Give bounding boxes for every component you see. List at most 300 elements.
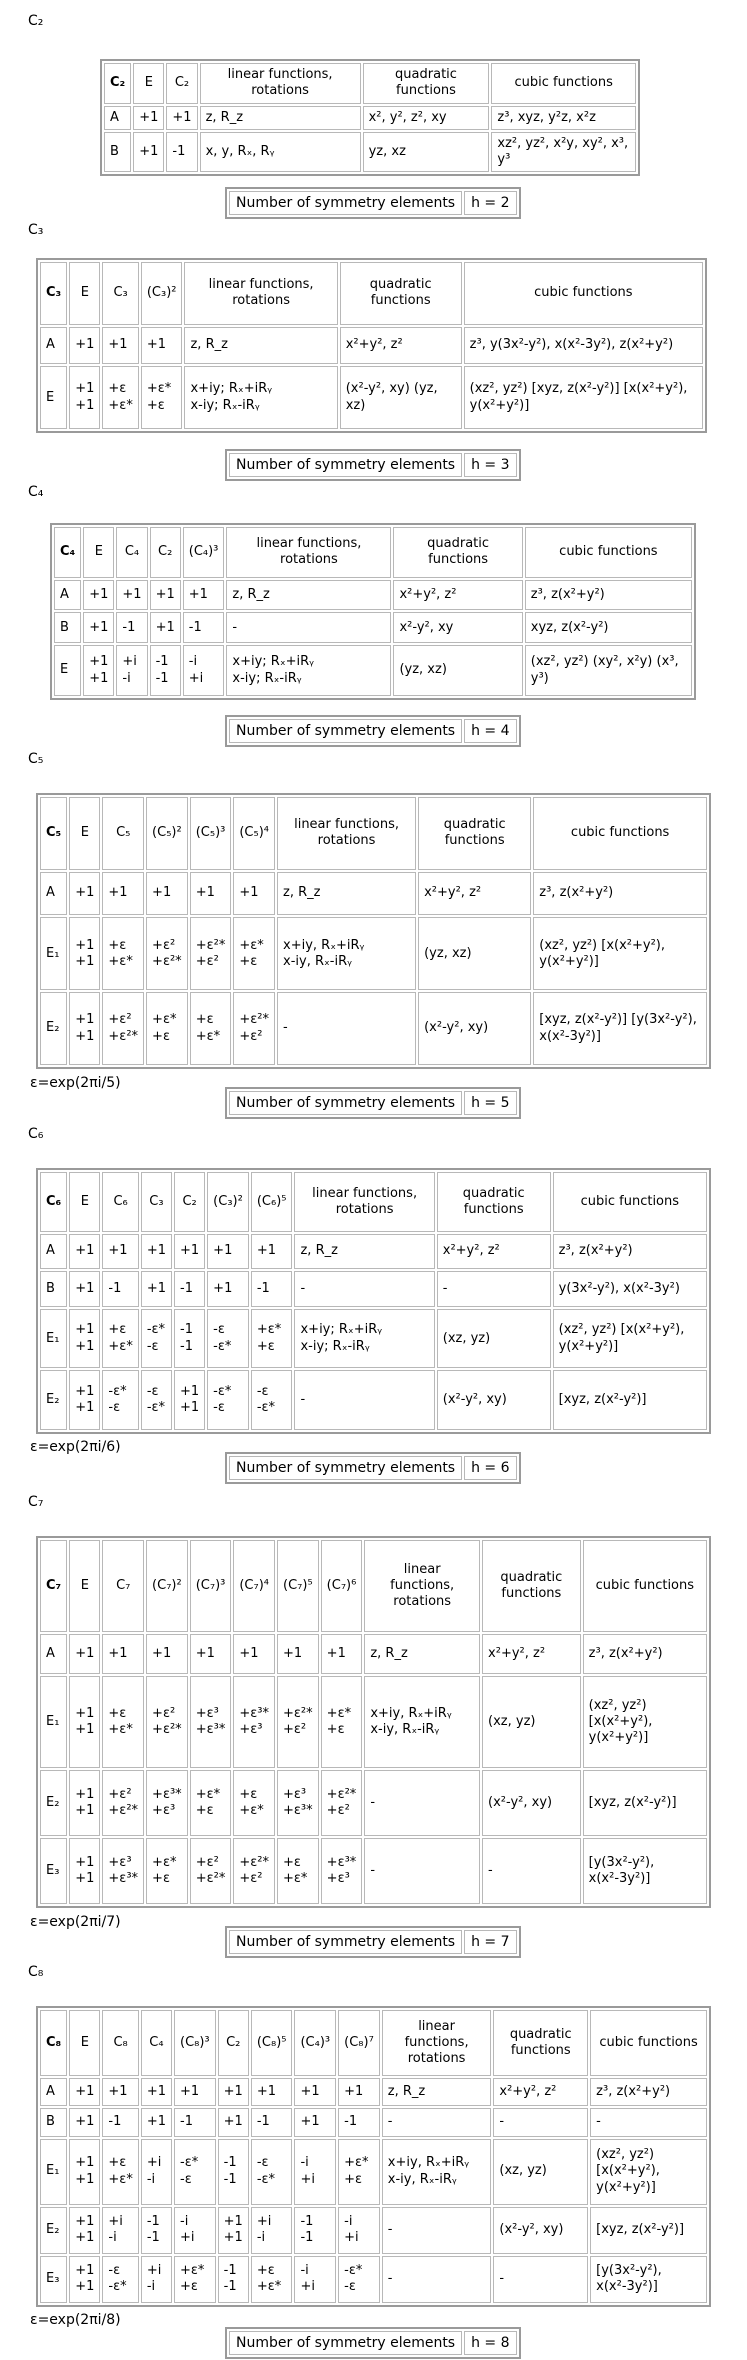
- table-cell: -1 -1: [294, 2207, 336, 2254]
- table-cell: -ε -ε*: [251, 1370, 293, 1430]
- table-cell: +1 +1: [218, 2207, 249, 2254]
- table-cell: x+iy; Rₓ+iRᵧ x-iy; Rₓ-iRᵧ: [184, 366, 337, 429]
- epsilon-definition: ε=exp(2πi/7): [30, 1914, 121, 1930]
- table-cell: +ε³ +ε³*: [190, 1676, 232, 1768]
- table-cell: -: [294, 1370, 434, 1430]
- table-cell: -1: [116, 612, 147, 643]
- column-header: E: [133, 63, 164, 104]
- table-row: [40, 992, 707, 1065]
- table-cell: -1: [251, 2108, 293, 2136]
- table-cell: +1: [69, 1634, 100, 1673]
- table-row: [54, 645, 692, 696]
- table-header-row: [40, 797, 707, 870]
- column-header: (C₈)⁷: [338, 2010, 380, 2076]
- symmetry-count-value: h = 5: [464, 1091, 516, 1115]
- table-cell: +1: [69, 1271, 100, 1307]
- table-cell: +1: [150, 580, 181, 611]
- table-cell: +ε +ε*: [233, 1770, 275, 1836]
- table-cell: +ε +ε*: [102, 2139, 138, 2205]
- table-cell: +1: [321, 1634, 363, 1673]
- group-title: C₂: [28, 13, 44, 29]
- table-row: [40, 366, 703, 429]
- table-cell: -ε -ε*: [251, 2139, 293, 2205]
- table-cell: +1: [183, 580, 225, 611]
- irrep-label: A: [40, 1634, 67, 1673]
- table-cell: -i +i: [294, 2139, 336, 2205]
- column-header: (C₇)³: [190, 1540, 232, 1632]
- irrep-label: E₁: [40, 1309, 67, 1369]
- irrep-label: E₁: [40, 1676, 67, 1768]
- table-cell: +1 +1: [69, 2139, 100, 2205]
- column-header: (C₈)⁵: [251, 2010, 293, 2076]
- column-header: cubic functions: [583, 1540, 707, 1632]
- table-cell: +ε² +ε²*: [102, 1770, 144, 1836]
- table-cell: +ε* +ε: [146, 992, 188, 1065]
- column-header: C₂: [150, 527, 181, 578]
- table-cell: +i -i: [116, 645, 147, 696]
- table-cell: z³, y(3x²-y²), x(x²-3y²), z(x²+y²): [464, 327, 703, 365]
- table-cell: +1: [141, 1271, 172, 1307]
- table-cell: (x²-y², xy): [493, 2207, 588, 2254]
- table-cell: [xyz, z(x²-y²)] [y(3x²-y²), x(x²-3y²)]: [533, 992, 707, 1065]
- table-cell: +1: [69, 872, 100, 916]
- table-row: [40, 2078, 707, 2106]
- symmetry-count-box: [225, 187, 521, 219]
- table-cell: (xz, yz): [437, 1309, 551, 1369]
- group-title: C₇: [28, 1494, 44, 1510]
- irrep-label: E₂: [40, 1370, 67, 1430]
- table-cell: +ε* +ε: [146, 1838, 188, 1904]
- table-cell: +ε* +ε: [190, 1770, 232, 1836]
- table-cell: (xz², yz²) [x(x²+y²), y(x²+y²)]: [583, 1676, 707, 1768]
- table-cell: +1: [69, 1234, 100, 1270]
- table-cell: -1: [174, 2108, 216, 2136]
- table-cell: -ε* -ε: [338, 2256, 380, 2303]
- column-header: C₈: [102, 2010, 138, 2076]
- table-cell: -ε* -ε: [207, 1370, 249, 1430]
- table-cell: z, R_z: [200, 106, 361, 130]
- table-row: [40, 1234, 707, 1270]
- symmetry-count-label: Number of symmetry elements: [229, 453, 462, 477]
- table-cell: (xz², yz²) (xy², x²y) (x³, y³): [525, 645, 692, 696]
- column-header: C₃: [102, 262, 138, 325]
- table-cell: (xz, yz): [482, 1676, 581, 1768]
- table-cell: (x²-y², xy): [482, 1770, 581, 1836]
- point-group-header: C₈: [40, 2010, 67, 2076]
- irrep-label: E₃: [40, 1838, 67, 1904]
- column-header: cubic functions: [525, 527, 692, 578]
- table-row: [40, 1271, 707, 1307]
- table-row: [40, 2256, 707, 2303]
- table-row: [40, 1676, 707, 1768]
- table-cell: (xz², yz²) [x(x²+y²), y(x²+y²)]: [553, 1309, 707, 1369]
- table-cell: +1: [207, 1271, 249, 1307]
- column-header: E: [69, 262, 100, 325]
- table-row: [40, 1309, 707, 1369]
- table-cell: -1: [166, 132, 197, 173]
- column-header: (C₄)³: [294, 2010, 336, 2076]
- column-header: (C₃)²: [207, 1172, 249, 1232]
- table-cell: +ε²* +ε²: [277, 1676, 319, 1768]
- table-row: [40, 872, 707, 916]
- table-cell: [xyz, z(x²-y²)]: [553, 1370, 707, 1430]
- symmetry-count-box: [225, 1926, 521, 1958]
- point-group-header: C₃: [40, 262, 67, 325]
- table-cell: +1: [251, 2078, 293, 2106]
- epsilon-definition: ε=exp(2πi/5): [30, 1075, 121, 1091]
- symmetry-count-value: h = 2: [464, 191, 516, 215]
- table-cell: -1 -1: [141, 2207, 172, 2254]
- table-cell: +1: [233, 1634, 275, 1673]
- irrep-label: A: [40, 327, 67, 365]
- table-cell: -: [590, 2108, 707, 2136]
- table-cell: x+iy; Rₓ+iRᵧ x-iy; Rₓ-iRᵧ: [294, 1309, 434, 1369]
- table-cell: +ε³* +ε³: [233, 1676, 275, 1768]
- column-header: (C₅)²: [146, 797, 188, 870]
- table-cell: z, R_z: [294, 1234, 434, 1270]
- table-cell: +ε* +ε: [233, 917, 275, 990]
- table-cell: x²+y², z²: [437, 1234, 551, 1270]
- irrep-label: E: [54, 645, 81, 696]
- table-cell: +1: [69, 327, 100, 365]
- table-cell: z, R_z: [364, 1634, 480, 1673]
- epsilon-definition: ε=exp(2πi/8): [30, 2312, 121, 2328]
- table-cell: +1: [116, 580, 147, 611]
- table-cell: +1: [141, 327, 183, 365]
- table-cell: +1: [69, 2108, 100, 2136]
- character-table: [36, 1536, 711, 1908]
- table-cell: (xz², yz²) [x(x²+y²), y(x²+y²)]: [590, 2139, 707, 2205]
- group-title: C₄: [28, 484, 44, 500]
- table-cell: +1 +1: [83, 645, 114, 696]
- table-cell: x²+y², z²: [393, 580, 522, 611]
- table-cell: +ε* +ε: [141, 366, 183, 429]
- table-cell: +1: [166, 106, 197, 130]
- table-cell: +1 +1: [174, 1370, 205, 1430]
- table-cell: +1: [141, 2078, 172, 2106]
- character-table: [36, 793, 711, 1069]
- irrep-label: B: [40, 1271, 67, 1307]
- table-cell: -: [277, 992, 416, 1065]
- irrep-label: E₂: [40, 2207, 67, 2254]
- symmetry-count-box: [225, 1452, 521, 1484]
- table-cell: +1: [102, 1234, 138, 1270]
- table-cell: +1: [190, 1634, 232, 1673]
- table-cell: z³, z(x²+y²): [590, 2078, 707, 2106]
- table-row: [40, 327, 703, 365]
- table-cell: +1: [102, 1634, 144, 1673]
- table-cell: +ε³ +ε³*: [102, 1838, 144, 1904]
- point-group-header: C₇: [40, 1540, 67, 1632]
- column-header: linear functions, rotations: [226, 527, 391, 578]
- table-cell: +1: [277, 1634, 319, 1673]
- column-header: E: [83, 527, 114, 578]
- group-title: C₈: [28, 1964, 44, 1980]
- column-header: quadratic functions: [418, 797, 531, 870]
- table-cell: +1: [294, 2078, 336, 2106]
- table-cell: -ε* -ε: [174, 2139, 216, 2205]
- table-cell: +ε² +ε²*: [190, 1838, 232, 1904]
- table-cell: +ε* +ε: [174, 2256, 216, 2303]
- column-header: (C₅)³: [190, 797, 232, 870]
- table-cell: +1: [207, 1234, 249, 1270]
- table-cell: xyz, z(x²-y²): [525, 612, 692, 643]
- table-cell: -1: [102, 1271, 138, 1307]
- table-cell: +i -i: [141, 2256, 172, 2303]
- symmetry-count-label: Number of symmetry elements: [229, 1456, 462, 1480]
- table-cell: -: [493, 2256, 588, 2303]
- point-group-header: C₆: [40, 1172, 67, 1232]
- table-cell: -: [226, 612, 391, 643]
- table-cell: x²+y², z²: [493, 2078, 588, 2106]
- irrep-label: A: [40, 872, 67, 916]
- table-cell: +1: [190, 872, 232, 916]
- table-cell: +1 +1: [69, 2256, 100, 2303]
- table-cell: z, R_z: [226, 580, 391, 611]
- table-cell: (x²-y², xy): [437, 1370, 551, 1430]
- table-cell: +1 +1: [69, 992, 100, 1065]
- table-cell: +ε* +ε: [251, 1309, 293, 1369]
- table-cell: yz, xz: [363, 132, 490, 173]
- table-cell: [xyz, z(x²-y²)]: [590, 2207, 707, 2254]
- table-cell: +ε* +ε: [321, 1676, 363, 1768]
- table-row: [104, 106, 636, 130]
- column-header: cubic functions: [553, 1172, 707, 1232]
- table-cell: +1: [294, 2108, 336, 2136]
- symmetry-count-label: Number of symmetry elements: [229, 1930, 462, 1954]
- table-cell: z³, z(x²+y²): [553, 1234, 707, 1270]
- irrep-label: B: [40, 2108, 67, 2136]
- character-table: [50, 523, 696, 700]
- table-cell: x+iy, Rₓ+iRᵧ x-iy, Rₓ-iRᵧ: [382, 2139, 492, 2205]
- table-cell: -1 -1: [150, 645, 181, 696]
- column-header: C₂: [174, 1172, 205, 1232]
- table-cell: x²+y², z²: [482, 1634, 581, 1673]
- column-header: E: [69, 2010, 100, 2076]
- table-cell: -i +i: [174, 2207, 216, 2254]
- irrep-label: E₃: [40, 2256, 67, 2303]
- column-header: quadratic functions: [340, 262, 462, 325]
- table-cell: +1: [83, 612, 114, 643]
- table-cell: -: [382, 2207, 492, 2254]
- table-cell: -: [294, 1271, 434, 1307]
- table-cell: +ε +ε*: [190, 992, 232, 1065]
- table-cell: -: [382, 2108, 492, 2136]
- symmetry-count-box: [225, 449, 521, 481]
- column-header: C₂: [218, 2010, 249, 2076]
- table-cell: -: [482, 1838, 581, 1904]
- table-cell: (x²-y², xy) (yz, xz): [340, 366, 462, 429]
- irrep-label: A: [54, 580, 81, 611]
- table-cell: (yz, xz): [393, 645, 522, 696]
- table-cell: +i -i: [251, 2207, 293, 2254]
- character-table: [36, 2006, 711, 2307]
- irrep-label: E: [40, 366, 67, 429]
- column-header: cubic functions: [491, 63, 636, 104]
- table-cell: -i +i: [183, 645, 225, 696]
- table-cell: +ε² +ε²*: [146, 1676, 188, 1768]
- table-cell: -1 -1: [218, 2256, 249, 2303]
- table-cell: +ε²* +ε²: [190, 917, 232, 990]
- column-header: cubic functions: [464, 262, 703, 325]
- table-row: [40, 1770, 707, 1836]
- table-cell: -1: [251, 1271, 293, 1307]
- table-cell: -i +i: [294, 2256, 336, 2303]
- column-header: quadratic functions: [393, 527, 522, 578]
- table-row: [40, 2108, 707, 2136]
- table-cell: +ε +ε*: [102, 1676, 144, 1768]
- column-header: (C₇)⁶: [321, 1540, 363, 1632]
- symmetry-count-value: h = 7: [464, 1930, 516, 1954]
- column-header: C₄: [116, 527, 147, 578]
- table-cell: +1 +1: [69, 366, 100, 429]
- symmetry-count-value: h = 8: [464, 2331, 516, 2355]
- character-table: [100, 59, 640, 176]
- table-cell: [xyz, z(x²-y²)]: [583, 1770, 707, 1836]
- table-cell: +1: [174, 2078, 216, 2106]
- point-group-header: C₄: [54, 527, 81, 578]
- column-header: linear functions, rotations: [364, 1540, 480, 1632]
- column-header: C₃: [141, 1172, 172, 1232]
- table-cell: +1: [102, 872, 144, 916]
- table-cell: (xz², yz²) [x(x²+y²), y(x²+y²)]: [533, 917, 707, 990]
- table-cell: +1 +1: [69, 1770, 100, 1836]
- irrep-label: E₂: [40, 992, 67, 1065]
- column-header: (C₅)⁴: [233, 797, 275, 870]
- column-header: quadratic functions: [437, 1172, 551, 1232]
- irrep-label: B: [54, 612, 81, 643]
- table-header-row: [40, 1172, 707, 1232]
- table-cell: -1: [338, 2108, 380, 2136]
- table-cell: -ε -ε*: [141, 1370, 172, 1430]
- irrep-label: A: [104, 106, 131, 130]
- table-cell: -1: [102, 2108, 138, 2136]
- column-header: (C₇)²: [146, 1540, 188, 1632]
- point-group-header: C₅: [40, 797, 67, 870]
- table-row: [54, 612, 692, 643]
- table-cell: +ε³ +ε³*: [277, 1770, 319, 1836]
- table-cell: +1 +1: [69, 2207, 100, 2254]
- table-row: [40, 2139, 707, 2205]
- table-cell: [y(3x²-y²), x(x²-3y²)]: [583, 1838, 707, 1904]
- table-header-row: [40, 262, 703, 325]
- table-cell: +1: [338, 2078, 380, 2106]
- character-table: [36, 1168, 711, 1434]
- table-cell: +ε²* +ε²: [233, 1838, 275, 1904]
- column-header: (C₃)²: [141, 262, 183, 325]
- column-header: linear functions, rotations: [382, 2010, 492, 2076]
- table-header-row: [54, 527, 692, 578]
- column-header: (C₇)⁵: [277, 1540, 319, 1632]
- table-cell: z, R_z: [277, 872, 416, 916]
- table-cell: -: [437, 1271, 551, 1307]
- table-cell: +1: [133, 106, 164, 130]
- table-cell: -1: [183, 612, 225, 643]
- table-cell: +1: [218, 2108, 249, 2136]
- column-header: (C₆)⁵: [251, 1172, 293, 1232]
- table-cell: (yz, xz): [418, 917, 531, 990]
- column-header: C₂: [166, 63, 197, 104]
- table-cell: +1 +1: [69, 1309, 100, 1369]
- column-header: cubic functions: [590, 2010, 707, 2076]
- table-cell: +1 +1: [69, 1838, 100, 1904]
- symmetry-count-label: Number of symmetry elements: [229, 1091, 462, 1115]
- table-cell: -: [382, 2256, 492, 2303]
- column-header: C₇: [102, 1540, 144, 1632]
- table-cell: -ε -ε*: [207, 1309, 249, 1369]
- table-cell: +1: [102, 327, 138, 365]
- table-cell: +1: [218, 2078, 249, 2106]
- table-cell: +ε +ε*: [251, 2256, 293, 2303]
- column-header: E: [69, 797, 100, 870]
- symmetry-count-box: [225, 2327, 521, 2359]
- table-cell: +ε +ε*: [277, 1838, 319, 1904]
- table-cell: +i -i: [141, 2139, 172, 2205]
- table-row: [104, 132, 636, 173]
- table-cell: +i -i: [102, 2207, 138, 2254]
- table-cell: -i +i: [338, 2207, 380, 2254]
- table-cell: x²-y², xy: [393, 612, 522, 643]
- table-row: [40, 2207, 707, 2254]
- column-header: quadratic functions: [493, 2010, 588, 2076]
- irrep-label: A: [40, 2078, 67, 2106]
- column-header: linear functions, rotations: [200, 63, 361, 104]
- table-cell: (xz, yz): [493, 2139, 588, 2205]
- character-table: [36, 258, 707, 433]
- column-header: (C₈)³: [174, 2010, 216, 2076]
- table-cell: x+iy; Rₓ+iRᵧ x-iy; Rₓ-iRᵧ: [226, 645, 391, 696]
- table-cell: +ε +ε*: [102, 366, 138, 429]
- table-cell: +1: [174, 1234, 205, 1270]
- table-cell: +1 +1: [69, 1676, 100, 1768]
- table-cell: z³, z(x²+y²): [525, 580, 692, 611]
- table-cell: +ε²* +ε²: [233, 992, 275, 1065]
- table-row: [54, 580, 692, 611]
- table-cell: -1: [174, 1271, 205, 1307]
- symmetry-count-label: Number of symmetry elements: [229, 719, 462, 743]
- table-cell: (xz², yz²) [xyz, z(x²-y²)] [x(x²+y²), y(x²+y²)]: [464, 366, 703, 429]
- table-cell: +ε²* +ε²: [321, 1770, 363, 1836]
- table-cell: +1: [146, 1634, 188, 1673]
- symmetry-count-value: h = 3: [464, 453, 516, 477]
- column-header: quadratic functions: [363, 63, 490, 104]
- table-cell: -: [364, 1838, 480, 1904]
- symmetry-count-label: Number of symmetry elements: [229, 2331, 462, 2355]
- column-header: E: [69, 1540, 100, 1632]
- table-cell: [y(3x²-y²), x(x²-3y²)]: [590, 2256, 707, 2303]
- symmetry-count-box: [225, 715, 521, 747]
- group-title: C₅: [28, 751, 44, 767]
- table-cell: -1 -1: [218, 2139, 249, 2205]
- column-header: linear functions, rotations: [184, 262, 337, 325]
- table-cell: +1 +1: [69, 1370, 100, 1430]
- table-cell: z, R_z: [184, 327, 337, 365]
- irrep-label: E₁: [40, 2139, 67, 2205]
- column-header: C₆: [102, 1172, 138, 1232]
- table-cell: z³, z(x²+y²): [583, 1634, 707, 1673]
- table-cell: +1: [141, 2108, 172, 2136]
- irrep-label: B: [104, 132, 131, 173]
- table-cell: +ε³* +ε³: [321, 1838, 363, 1904]
- column-header: linear functions, rotations: [277, 797, 416, 870]
- table-cell: +1: [251, 1234, 293, 1270]
- symmetry-count-label: Number of symmetry elements: [229, 191, 462, 215]
- table-cell: +ε³* +ε³: [146, 1770, 188, 1836]
- table-cell: x²+y², z²: [418, 872, 531, 916]
- table-cell: +ε* +ε: [338, 2139, 380, 2205]
- column-header: linear functions, rotations: [294, 1172, 434, 1232]
- table-header-row: [104, 63, 636, 104]
